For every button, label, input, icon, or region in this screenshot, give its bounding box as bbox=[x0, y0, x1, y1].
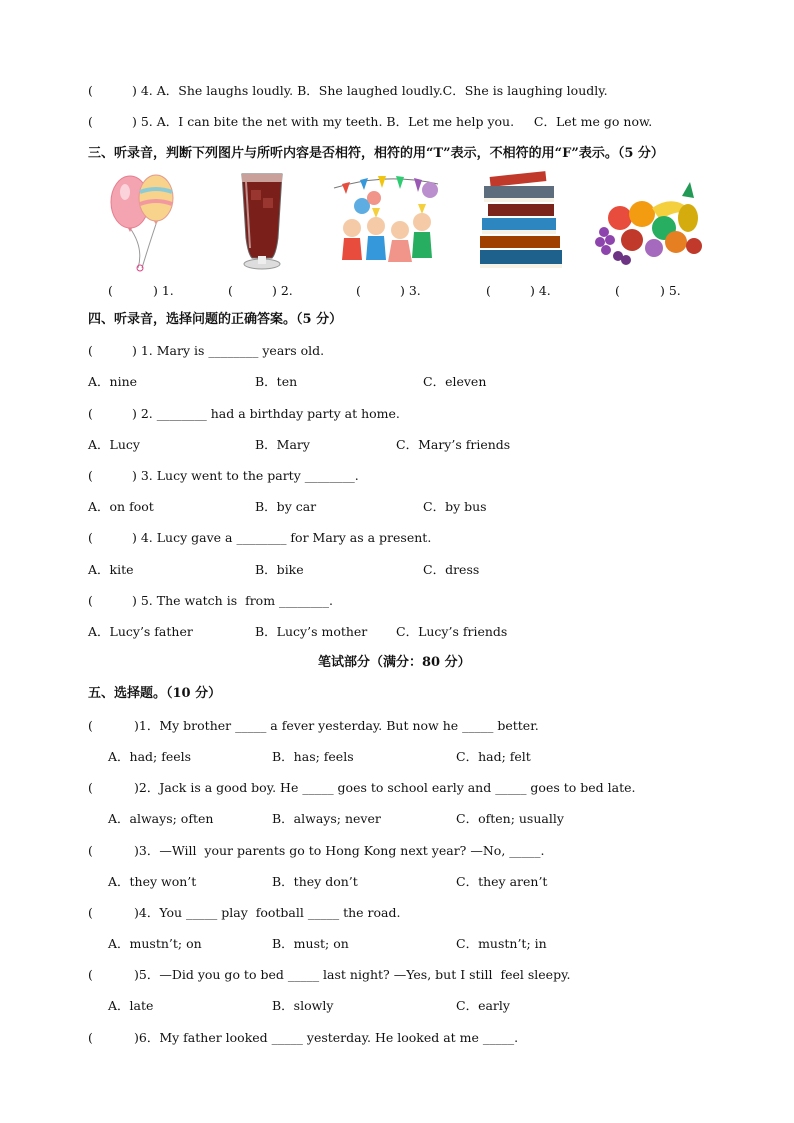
s5-q1-option-b: B．has; feels bbox=[272, 749, 354, 764]
s4-q4-option-c: C．dress bbox=[423, 562, 480, 577]
s5-q3-stem: )3．—Will your parents go to Hong Kong next year? —No, _____. bbox=[134, 843, 545, 858]
s4-q2-option-c: C．Mary’s friends bbox=[396, 437, 511, 452]
picture-1-label: ) 1. bbox=[153, 283, 174, 298]
s5-q4-option-a: A．mustn’t; on bbox=[108, 936, 202, 951]
question-paren: ( bbox=[88, 343, 93, 358]
s4-q3-option-b: B．by car bbox=[255, 499, 317, 514]
question-paren: ( bbox=[88, 593, 93, 608]
picture-3-paren: ( bbox=[356, 283, 361, 298]
s4-q2-option-b: B．Mary bbox=[255, 437, 310, 452]
s4-q5-option-c: C．Lucy’s friends bbox=[396, 624, 508, 639]
question-5-text: ) 5. A．I can bite the net with my teeth. B．Let me help you. C．Let me go now. bbox=[132, 114, 653, 129]
question-paren: ( bbox=[88, 718, 93, 733]
fruit-pile-icon bbox=[590, 168, 706, 272]
picture-4-paren: ( bbox=[486, 283, 491, 298]
s5-q1-option-a: A．had; feels bbox=[108, 749, 192, 764]
section-3-heading: 三、听录音，判断下列图片与所听内容是否相符，相符的用“T”表示，不相符的用“F”表示。（5 分） bbox=[88, 146, 664, 161]
s4-q2-stem: ) 2. ________ had a birthday party at home. bbox=[132, 406, 400, 421]
picture-2-label: ) 2. bbox=[272, 283, 293, 298]
question-paren: ( bbox=[88, 530, 93, 545]
question-paren: ( bbox=[88, 114, 93, 129]
question-paren: ( bbox=[88, 83, 93, 98]
question-4-text: ) 4. A．She laughs loudly. B．She laughed loudly.C．She is laughing loudly. bbox=[132, 83, 608, 98]
s5-q2-option-c: C．often; usually bbox=[456, 811, 564, 826]
question-paren: ( bbox=[88, 1030, 93, 1045]
s4-q1-option-c: C．eleven bbox=[423, 374, 487, 389]
picture-2-paren: ( bbox=[228, 283, 233, 298]
s5-q5-stem: )5．—Did you go to bed _____ last night? —Yes, but I still feel sleepy. bbox=[134, 967, 571, 982]
s4-q2-option-a: A．Lucy bbox=[88, 437, 140, 452]
s4-q5-stem: ) 5. The watch is from ________. bbox=[132, 593, 333, 608]
s4-q4-option-a: A．kite bbox=[88, 562, 134, 577]
s5-q1-option-c: C．had; felt bbox=[456, 749, 531, 764]
s4-q3-option-c: C．by bus bbox=[423, 499, 487, 514]
s5-q4-stem: )4．You _____ play football _____ the road. bbox=[134, 905, 401, 920]
s4-q4-option-b: B．bike bbox=[255, 562, 304, 577]
s5-q5-option-a: A．late bbox=[108, 998, 154, 1013]
s4-q5-option-a: A．Lucy’s father bbox=[88, 624, 193, 639]
s5-q4-option-c: C．mustn’t; in bbox=[456, 936, 547, 951]
s5-q3-option-b: B．they don’t bbox=[272, 874, 358, 889]
picture-5-label: ) 5. bbox=[660, 283, 681, 298]
picture-5-paren: ( bbox=[615, 283, 620, 298]
s4-q5-option-b: B．Lucy’s mother bbox=[255, 624, 368, 639]
s5-q2-stem: )2．Jack is a good boy. He _____ goes to school early and _____ goes to bed late. bbox=[134, 780, 636, 795]
s5-q1-stem: )1．My brother _____ a fever yesterday. But now he _____ better. bbox=[134, 718, 539, 733]
books-stack-icon bbox=[476, 168, 566, 272]
question-paren: ( bbox=[88, 406, 93, 421]
s4-q3-stem: ) 3. Lucy went to the party ________. bbox=[132, 468, 359, 483]
question-paren: ( bbox=[88, 780, 93, 795]
s5-q5-option-c: C．early bbox=[456, 998, 510, 1013]
s5-q6-stem: )6．My father looked _____ yesterday. He looked at me _____. bbox=[134, 1030, 519, 1045]
picture-4-label: ) 4. bbox=[530, 283, 551, 298]
question-paren: ( bbox=[88, 468, 93, 483]
question-paren: ( bbox=[88, 967, 93, 982]
s5-q3-option-a: A．they won’t bbox=[108, 874, 197, 889]
s5-q2-option-b: B．always; never bbox=[272, 811, 381, 826]
question-paren: ( bbox=[88, 905, 93, 920]
section-5-heading: 五、选择题。（10 分） bbox=[88, 686, 222, 701]
s5-q5-option-b: B．slowly bbox=[272, 998, 334, 1013]
section-4-heading: 四、听录音，选择问题的正确答案。（5 分） bbox=[88, 312, 343, 327]
question-paren: ( bbox=[88, 843, 93, 858]
s4-q1-stem: ) 1. Mary is ________ years old. bbox=[132, 343, 325, 358]
s4-q1-option-a: A．nine bbox=[88, 374, 138, 389]
s5-q2-option-a: A．always; often bbox=[108, 811, 214, 826]
written-part-title: 笔试部分（满分：80 分） bbox=[318, 655, 471, 670]
balloons-icon bbox=[104, 168, 180, 272]
s5-q4-option-b: B．must; on bbox=[272, 936, 349, 951]
party-kids-icon bbox=[330, 168, 442, 272]
s4-q1-option-b: B．ten bbox=[255, 374, 298, 389]
cola-glass-icon bbox=[236, 168, 288, 272]
picture-1-paren: ( bbox=[108, 283, 113, 298]
s5-q3-option-c: C．they aren’t bbox=[456, 874, 548, 889]
picture-3-label: ) 3. bbox=[400, 283, 421, 298]
s4-q4-stem: ) 4. Lucy gave a ________ for Mary as a present. bbox=[132, 530, 432, 545]
s4-q3-option-a: A．on foot bbox=[88, 499, 154, 514]
